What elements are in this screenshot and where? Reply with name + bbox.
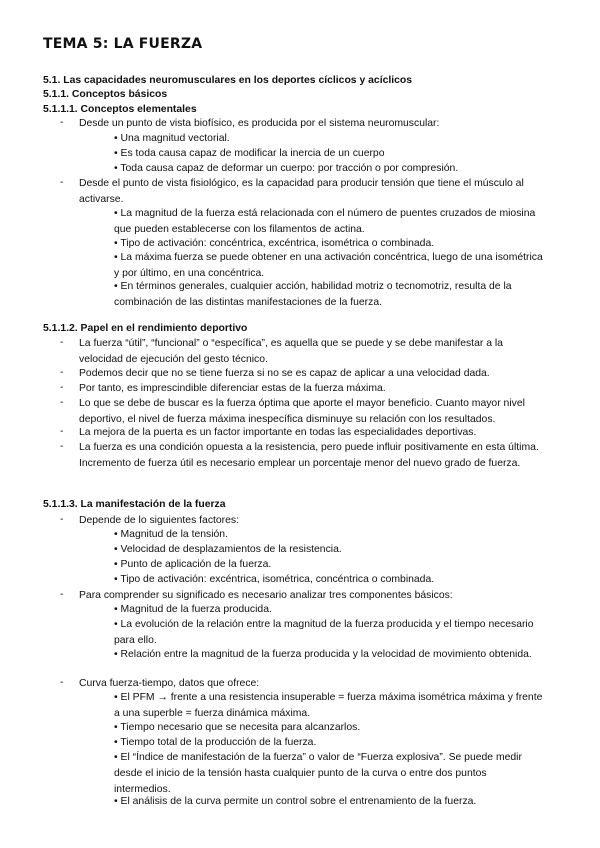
list-dash: -	[60, 337, 64, 348]
list-dash: -	[60, 677, 64, 688]
list-dash: -	[60, 382, 64, 393]
list-item: Para comprender su significado es necesario analizar tres componentes básicos:	[79, 590, 453, 601]
bullet-item: • La evolución de la relación entre la magnitud de la fuerza producida y el tiempo necesario para ello.	[114, 619, 534, 646]
list-dash: -	[60, 589, 64, 600]
list-item: Lo que se debe de buscar es la fuerza óptima que aporte el mayor beneficio. Cuanto mayor nivel deportivo, el nivel de fuerza máxima inespecífica disminuye su relación con los resultados.	[79, 398, 525, 425]
list-dash: -	[60, 441, 64, 452]
list-item: Podemos decir que no se tiene fuerza si no se es capaz de aplicar a una velocidad dada.	[79, 368, 490, 379]
bullet-item: • La máxima fuerza se puede obtener en una activación concéntrica, luego de una isométrica y por último, en una concéntrica.	[114, 252, 543, 279]
list-dash: -	[60, 117, 64, 128]
bullet-item: • Tiempo total de la producción de la fuerza.	[114, 737, 317, 748]
list-item: La mejora de la puerta es un factor importante en todas las especialidades deportivas.	[79, 427, 477, 438]
bullet-item: • Tipo de activación: concéntrica, excéntrica, isométrica o combinada.	[114, 238, 435, 249]
bullet-item: • Una magnitud vectorial.	[114, 133, 230, 144]
list-dash: -	[60, 367, 64, 378]
page-title: TEMA 5: LA FUERZA	[43, 36, 203, 52]
bullet-item: • Relación entre la magnitud de la fuerza producida y la velocidad de movimiento obtenida.	[114, 649, 532, 660]
list-item: Desde el punto de vista fisiológico, es la capacidad para producir tensión que tiene el músculo al activarse.	[79, 178, 524, 205]
list-item: Depende de lo siguientes factores:	[79, 515, 240, 526]
list-item: Curva fuerza-tiempo, datos que ofrece:	[79, 678, 260, 689]
bullet-item: • La magnitud de la fuerza está relacionada con el número de puentes cruzados de miosina que pueden establecerse con los filamentos de actina.	[114, 208, 536, 235]
bullet-item: • Punto de aplicación de la fuerza.	[114, 559, 272, 570]
heading-5-1-1: 5.1.1. Conceptos básicos	[43, 89, 168, 100]
bullet-item: • El PFM → frente a una resistencia insuperable = fuerza máxima isométrica máxima y frente a una superble = fuerza dinámica máxima.	[114, 692, 543, 719]
bullet-item: • Toda causa capaz de deformar un cuerpo: por tracción o por compresión.	[114, 163, 459, 174]
bullet-item: • En términos generales, cualquier acción, habilidad motriz o tecnomotriz, resulta de la combinación de las distintas manifestaciones de la fuerza.	[114, 281, 512, 308]
heading-5-1-1-3: 5.1.1.3. La manifestación de la fuerza	[43, 499, 226, 510]
list-dash: -	[60, 514, 64, 525]
list-item: Desde un punto de vista biofísico, es producida por el sistema neuromuscular:	[79, 118, 440, 129]
heading-5-1-1-1: 5.1.1.1. Conceptos elementales	[43, 104, 197, 115]
bullet-item: • Tipo de activación: excéntrica, isométrica, concéntrica o combinada.	[114, 574, 435, 585]
heading-5-1-1-2: 5.1.1.2. Papel en el rendimiento deportivo	[43, 323, 248, 334]
bullet-item: • Tiempo necesario que se necesita para alcanzarlos.	[114, 722, 361, 733]
list-item: Por tanto, es imprescindible diferenciar estas de la fuerza máxima.	[79, 383, 386, 394]
bullet-item: • El análisis de la curva permite un control sobre el entrenamiento de la fuerza.	[114, 796, 477, 807]
bullet-item: • El “Índice de manifestación de la fuerza” o valor de “Fuerza explosiva”. Se puede medir desde el inicio de la tensión hasta cualquier punto de la curva o entre dos puntos intermedios.	[114, 752, 522, 795]
list-dash: -	[60, 426, 64, 437]
bullet-item: • Magnitud de la fuerza producida.	[114, 604, 272, 615]
bullet-item: • Magnitud de la tensión.	[114, 529, 228, 540]
heading-5-1: 5.1. Las capacidades neuromusculares en los deportes cíclicos y acíclicos	[43, 75, 413, 86]
bullet-item: • Velocidad de desplazamientos de la resistencia.	[114, 544, 342, 555]
list-item: La fuerza es una condición opuesta a la resistencia, pero puede influir positivamente en esta última. Incremento de fuerza útil es necesario emplear un porcentaje menor del nuevo grado de fuerza.	[79, 442, 539, 469]
list-dash: -	[60, 177, 64, 188]
list-item: La fuerza “útil”, “funcional” o “específica”, es aquella que se puede y se debe manifestar a la velocidad de ejecución del gesto técnico.	[79, 338, 503, 365]
list-dash: -	[60, 397, 64, 408]
bullet-item: • Es toda causa capaz de modificar la inercia de un cuerpo	[114, 148, 385, 159]
